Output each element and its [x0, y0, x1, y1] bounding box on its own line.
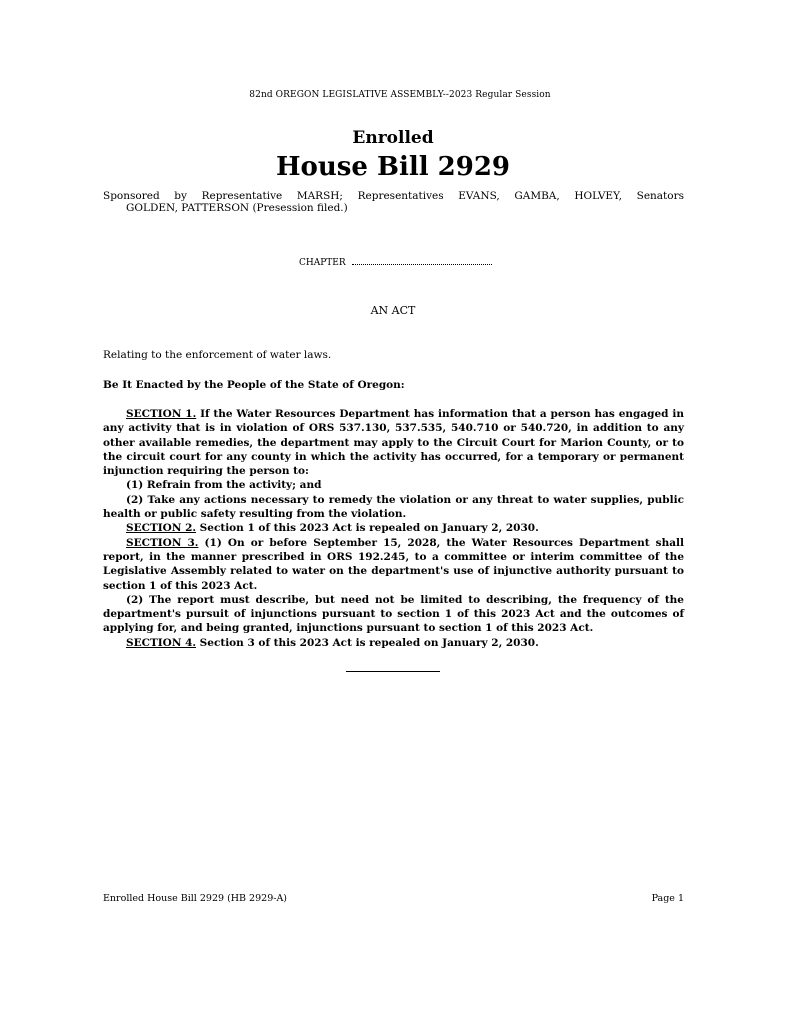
section-3-label: SECTION 3. — [126, 536, 199, 549]
sponsors-line-1: Sponsored by Representative MARSH; Representatives EVANS, GAMBA, HOLVEY, Senators — [103, 190, 684, 202]
section-1-label: SECTION 1. — [126, 408, 197, 420]
section-4-text: Section 3 of this 2023 Act is repealed on January 2, 2030. — [196, 636, 539, 649]
section-4 — [103, 636, 684, 650]
enrolled-label: Enrolled — [352, 128, 434, 148]
section-2-text: Section 1 of this 2023 Act is repealed on January 2, 2030. — [196, 522, 539, 535]
footer-page-number: Page 1 — [651, 893, 684, 904]
session-header: 82nd OREGON LEGISLATIVE ASSEMBLY--2023 Regular Session — [249, 90, 551, 100]
section-1-item-2: (2) Take any actions necessary to remedy the violation or any threat to water supplies, public health or public safety resulting from the violation. — [103, 493, 684, 521]
enacting-clause: Be It Enacted by the People of the State of Oregon: — [103, 379, 405, 391]
section-1-item-1: (1) Refrain from the activity; and — [126, 479, 322, 492]
section-1 — [103, 407, 684, 478]
chapter-label: CHAPTER — [299, 258, 346, 268]
section-4-label: SECTION 4. — [126, 636, 197, 649]
section-3-text: (1) On or before September 15, 2028, the Water Resources Department shall report, in the manner prescribed in ORS 192.245, to a committee or interim committee of the Legislative Assembly related to water on the department's use of injunctive authority pursuant to section 1 of this 2023 Act. — [103, 536, 685, 592]
bill-title: House Bill 2929 — [275, 152, 511, 182]
chapter-line — [299, 258, 492, 268]
bill-body — [103, 407, 684, 650]
chapter-blank — [352, 258, 492, 265]
sponsors-line-2: GOLDEN, PATTERSON (Presession filed.) — [126, 202, 348, 214]
end-divider — [346, 671, 440, 672]
section-3-item-2: (2) The report must describe, but need not be limited to describing, the frequency of the department's pursuit of injunctions pursuant to section 1 of this 2023 Act and the outcomes of applying for, and being granted, injunctions pursuant to section 1 of this 2023 Act. — [103, 593, 684, 635]
section-3 — [103, 536, 684, 593]
section-2-label: SECTION 2. — [126, 522, 197, 535]
section-1-text: If the Water Resources Department has information that a person has engaged in any activity that is in violation of ORS 537.130, 537.535, 540.710 or 540.720, in addition to any other available remedies, the department may apply to the Circuit Court for Marion County, or to the circuit court for any county in which the activity has occurred, for a temporary or permanent injunction requiring the person to: — [103, 408, 684, 478]
section-2 — [103, 521, 684, 535]
act-label: AN ACT — [370, 304, 416, 317]
sponsors-block — [103, 190, 684, 214]
relating-clause: Relating to the enforcement of water laws. — [103, 349, 332, 361]
footer-bill-id: Enrolled House Bill 2929 (HB 2929-A) — [103, 893, 288, 904]
